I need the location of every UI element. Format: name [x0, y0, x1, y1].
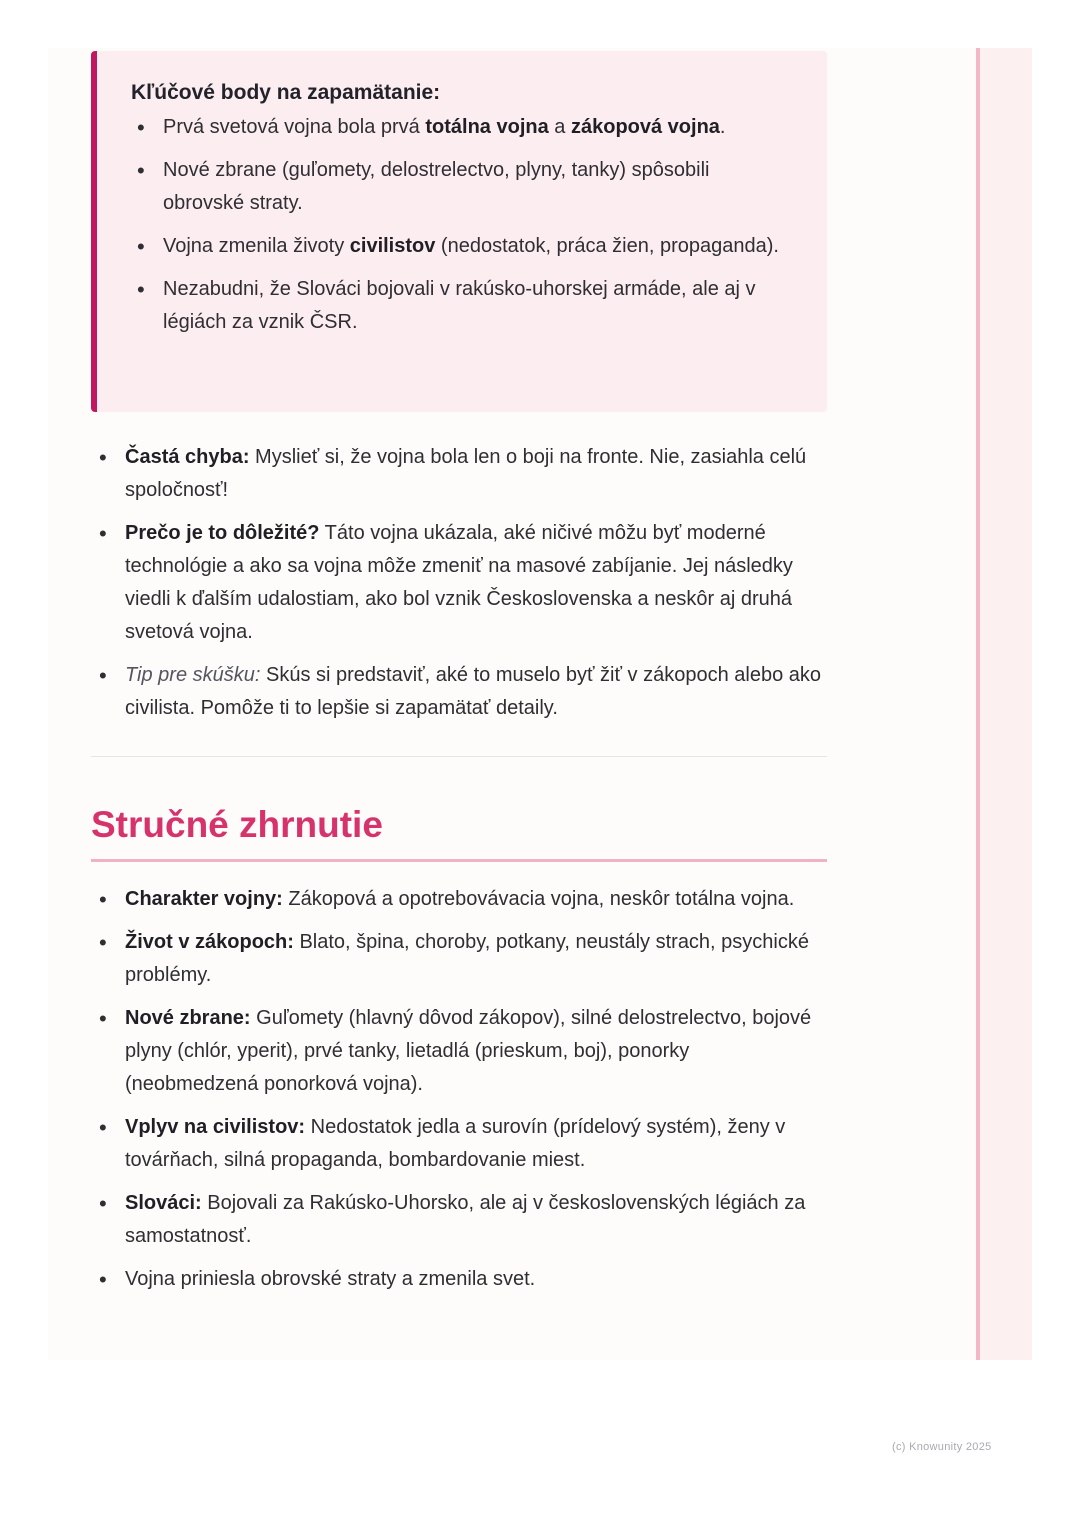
item-text: Nové zbrane (guľomety, delostrelectvo, plyny, tanky) spôsobili obrovské straty. [163, 159, 710, 214]
bold-term: Slováci: [125, 1192, 202, 1214]
item-text: Blato, špina, choroby, potkany, neustály strach, psychické problémy. [125, 931, 809, 986]
section-divider [91, 756, 827, 757]
italic-label: Tip pre skúšku: [125, 664, 261, 686]
item-text: Prvá svetová vojna bola prvá [163, 116, 426, 138]
summary-heading-underline [91, 859, 827, 862]
item-text: Táto vojna ukázala, aké ničivé môžu byť moderné technológie a ako sa vojna môže zmeniť na masové zabíjanie. Jej následky viedli k ďalším udalostiam, ako bol vznik Československa a neskôr aj druhá svetová vojna. [125, 522, 793, 643]
item-text: Vojna zmenila životy [163, 235, 350, 257]
list-item [91, 1187, 827, 1253]
callout-title: Kľúčové body na zapamätanie: [131, 81, 441, 104]
list-item [131, 273, 787, 339]
summary-list [91, 883, 827, 1306]
bold-term: Život v zákopoch: [125, 931, 294, 953]
list-item [91, 441, 827, 507]
item-text: (nedostatok, práca žien, propaganda). [435, 235, 779, 257]
list-item [91, 926, 827, 992]
list-item [91, 517, 827, 649]
item-text: a [548, 116, 571, 138]
bold-term: Charakter vojny: [125, 888, 283, 910]
list-item [91, 1002, 827, 1101]
item-text: Zákopová a opotrebovávacia vojna, neskôr totálna vojna. [282, 888, 795, 910]
bold-term: Vplyv na civilistov: [125, 1116, 306, 1138]
summary-heading: Stručné zhrnutie [91, 804, 383, 845]
item-text: Myslieť si, že vojna bola len o boji na fronte. Nie, zasiahla celú spoločnosť! [125, 446, 807, 501]
list-item [91, 883, 827, 916]
list-item [91, 1111, 827, 1177]
item-text: Guľomety (hlavný dôvod zákopov), silné delostrelectvo, bojové plyny (chlór, yperit), prvé tanky, lietadlá (prieskum, boj), ponorky (neobmedzená ponorková vojna). [125, 1007, 812, 1095]
page-margin-strip [976, 48, 1032, 1360]
bold-term: totálna vojna [425, 116, 549, 138]
key-points-callout [91, 51, 827, 412]
list-item [91, 659, 827, 725]
bold-term: zákopová vojna [570, 116, 720, 138]
bold-term: civilistov [349, 235, 436, 257]
list-item [131, 230, 787, 263]
item-text: . [719, 116, 726, 138]
copyright-footer: (c) Knowunity 2025 [892, 1441, 992, 1453]
notes-list [91, 441, 827, 735]
list-item [91, 1263, 827, 1296]
bold-term: Prečo je to dôležité? [125, 522, 320, 544]
list-item [131, 154, 787, 220]
item-text: Nezabudni, že Slováci bojovali v rakúsko-uhorskej armáde, ale aj v légiách za vznik ČSR. [163, 278, 756, 333]
callout-list [131, 111, 787, 339]
bold-term: Častá chyba: [125, 446, 250, 468]
item-text: Bojovali za Rakúsko-Uhorsko, ale aj v československých légiách za samostatnosť. [125, 1192, 806, 1247]
list-item [131, 111, 787, 144]
item-text: Skús si predstaviť, aké to muselo byť žiť v zákopoch alebo ako civilista. Pomôže ti to lepšie si zapamätať detaily. [125, 664, 821, 719]
bold-term: Nové zbrane: [125, 1007, 251, 1029]
item-text: Nedostatok jedla a surovín (prídelový systém), ženy v továrňach, silná propaganda, bombardovanie miest. [125, 1116, 786, 1171]
item-text: Vojna priniesla obrovské straty a zmenila svet. [125, 1268, 536, 1290]
